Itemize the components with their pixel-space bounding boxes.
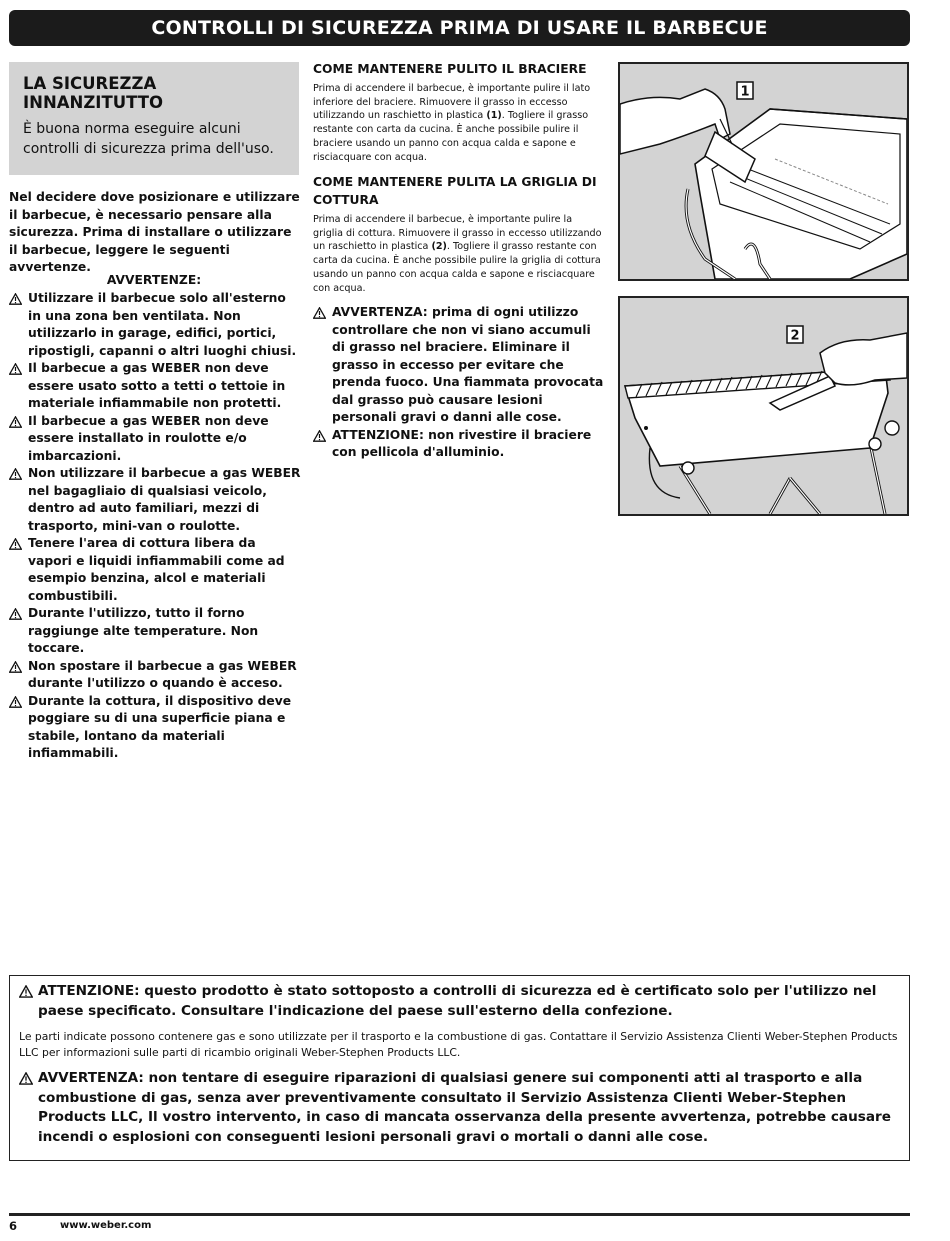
warning-triangle-icon bbox=[19, 982, 38, 1021]
warning-triangle-icon bbox=[9, 535, 28, 605]
certification-notice-box bbox=[9, 975, 910, 1161]
warning-triangle-icon bbox=[9, 465, 28, 535]
mid-warnings bbox=[313, 304, 605, 462]
warning-triangle-icon bbox=[9, 658, 28, 693]
grease-warning bbox=[313, 304, 605, 427]
figure-label-2: 2 bbox=[790, 328, 800, 344]
braciere-text bbox=[313, 82, 605, 164]
certification-attention bbox=[19, 982, 900, 1021]
figure-label-1: 1 bbox=[740, 84, 750, 100]
braciere-section bbox=[313, 60, 605, 164]
warning-item bbox=[9, 693, 303, 763]
warning-text: AVVERTENZA: prima di ogni utilizzo controllare che non vi siano accumuli di grasso nel braciere. Eliminare il grasso in eccesso per evitare che prenda fuoco. Una fiammata provocata dal grasso può causare lesioni personali gravi o danni alle cose. bbox=[332, 305, 604, 424]
braciere-text-part: . Togliere il grasso restante con carta da cucina. È anche possibile pulire il braciere usando un panno con acqua calda e sapone e risciacquare con acqua. bbox=[313, 110, 589, 163]
braciere-cleaning-illustration bbox=[620, 64, 907, 279]
warning-item bbox=[9, 465, 303, 535]
warnings-list bbox=[9, 290, 303, 763]
griglia-section bbox=[313, 173, 605, 295]
safety-callout bbox=[9, 62, 299, 175]
figure-1 bbox=[618, 62, 909, 281]
warning-item bbox=[9, 535, 303, 605]
grill-grate-cleaning-illustration bbox=[620, 298, 907, 514]
footer-divider bbox=[9, 1213, 910, 1216]
warning-triangle-icon bbox=[313, 427, 332, 462]
griglia-text-part: Prima di accendere il barbecue, è importante pulire la griglia di cottura. Rimuovere il grasso in eccesso utilizzando un raschietto in plastica bbox=[313, 214, 602, 253]
braciere-heading: COME MANTENERE PULITO IL BRACIERE bbox=[313, 62, 587, 76]
figure-ref-2: (2) bbox=[431, 241, 447, 253]
figure-2 bbox=[618, 296, 909, 516]
repair-warning bbox=[19, 1069, 900, 1147]
parts-note: Le parti indicate possono contenere gas e sono utilizzate per il trasporto e la combustione di gas. Contattare il Servizio Assistenza Clienti Weber-Stephen Products LLC per informazioni sulle parti di ricambio originali Weber-Stephen Products LLC. bbox=[19, 1030, 898, 1059]
page-title: CONTROLLI DI SICUREZZA PRIMA DI USARE IL BARBECUE bbox=[9, 10, 910, 46]
warning-text: Durante l'utilizzo, tutto il forno raggiunge alte temperature. Non toccare. bbox=[28, 606, 259, 655]
warning-text: Durante la cottura, il dispositivo deve poggiare su di una superficie piana e stabile, lontano da materiali infiammabili. bbox=[28, 693, 292, 760]
warning-item bbox=[9, 413, 303, 466]
warning-text: Non spostare il barbecue a gas WEBER durante l'utilizzo o quando è acceso. bbox=[28, 658, 297, 690]
warning-text: Utilizzare il barbecue solo all'esterno in una zona ben ventilata. Non utilizzarlo in garage, edifici, portici, ripostigli, capanni o altri luoghi chiusi. bbox=[28, 291, 297, 358]
warnings-heading: AVVERTENZE: bbox=[106, 273, 202, 287]
braciere-text-part: Prima di accendere il barbecue, è importante pulire il lato inferiore del braciere. Rimuovere il grasso in eccesso utilizzando un raschietto in plastica bbox=[313, 83, 591, 122]
warning-item bbox=[9, 605, 303, 658]
warning-text: Tenere l'area di cottura libera da vapori e liquidi infiammabili come ad esempio benzina, alcol e materiali combustibili. bbox=[28, 536, 285, 603]
safety-subtitle: È buona norma eseguire alcuni controlli di sicurezza prima dell'uso. bbox=[23, 121, 274, 157]
safety-title: LA SICUREZZA INNANZITUTTO bbox=[23, 74, 164, 112]
warning-triangle-icon bbox=[313, 304, 332, 427]
warning-text: Non utilizzare il barbecue a gas WEBER nel bagagliaio di qualsiasi veicolo, dentro ad auto familiari, mezzi di trasporto, mini-van o roulotte. bbox=[28, 466, 301, 533]
griglia-text bbox=[313, 213, 605, 295]
warning-item bbox=[9, 658, 303, 693]
warning-triangle-icon bbox=[9, 693, 28, 763]
warning-triangle-icon bbox=[9, 413, 28, 466]
attention-text: ATTENZIONE: questo prodotto è stato sottoposto a controlli di sicurezza ed è certificato solo per l'utilizzo nel paese specificato. Consultare l'indicazione del paese sull'esterno della confezione. bbox=[38, 983, 877, 1019]
foil-attention bbox=[313, 427, 605, 462]
warning-text: ATTENZIONE: non rivestire il braciere con pellicola d'alluminio. bbox=[332, 427, 592, 459]
page-number: 6 bbox=[9, 1219, 18, 1233]
warning-text: AVVERTENZA: non tentare di eseguire riparazioni di qualsiasi genere sui componenti atti al trasporto e alla combustione di gas, senza aver preventivamente consultato il Servizio Assistenza Clienti Weber-Stephen Products LLC, Il vostro intervento, in caso di mancata osservanza della presente avvertenza, potrebbe causare incendi o esplosioni con conseguenti lesioni personali gravi o mortali o danni alle cose. bbox=[38, 1070, 891, 1145]
website-link[interactable]: www.weber.com bbox=[60, 1220, 152, 1231]
warning-text: Il barbecue a gas WEBER non deve essere installato in roulotte e/o imbarcazioni. bbox=[28, 413, 269, 463]
warning-triangle-icon bbox=[19, 1069, 38, 1147]
warning-triangle-icon bbox=[9, 290, 28, 360]
warning-item bbox=[9, 360, 303, 413]
warning-triangle-icon bbox=[9, 605, 28, 658]
figure-ref-1: (1) bbox=[486, 110, 502, 122]
griglia-heading: COME MANTENERE PULITA LA GRIGLIA DI COTTURA bbox=[313, 175, 597, 207]
griglia-text-part: . Togliere il grasso restante con carta da cucina. È anche possibile pulire la griglia di cottura usando un panno con acqua calda e sapone e risciacquare con acqua. bbox=[313, 241, 601, 294]
warning-triangle-icon bbox=[9, 360, 28, 413]
warning-text: Il barbecue a gas WEBER non deve essere usato sotto a tetti o tettoie in materiale infiammabile non protetti. bbox=[28, 361, 286, 410]
intro-paragraph: Nel decidere dove posizionare e utilizzare il barbecue, è necessario pensare alla sicurezza. Prima di installare o utilizzare il barbecue, leggere le seguenti avvertenze. bbox=[9, 190, 300, 275]
warning-item bbox=[9, 290, 303, 360]
